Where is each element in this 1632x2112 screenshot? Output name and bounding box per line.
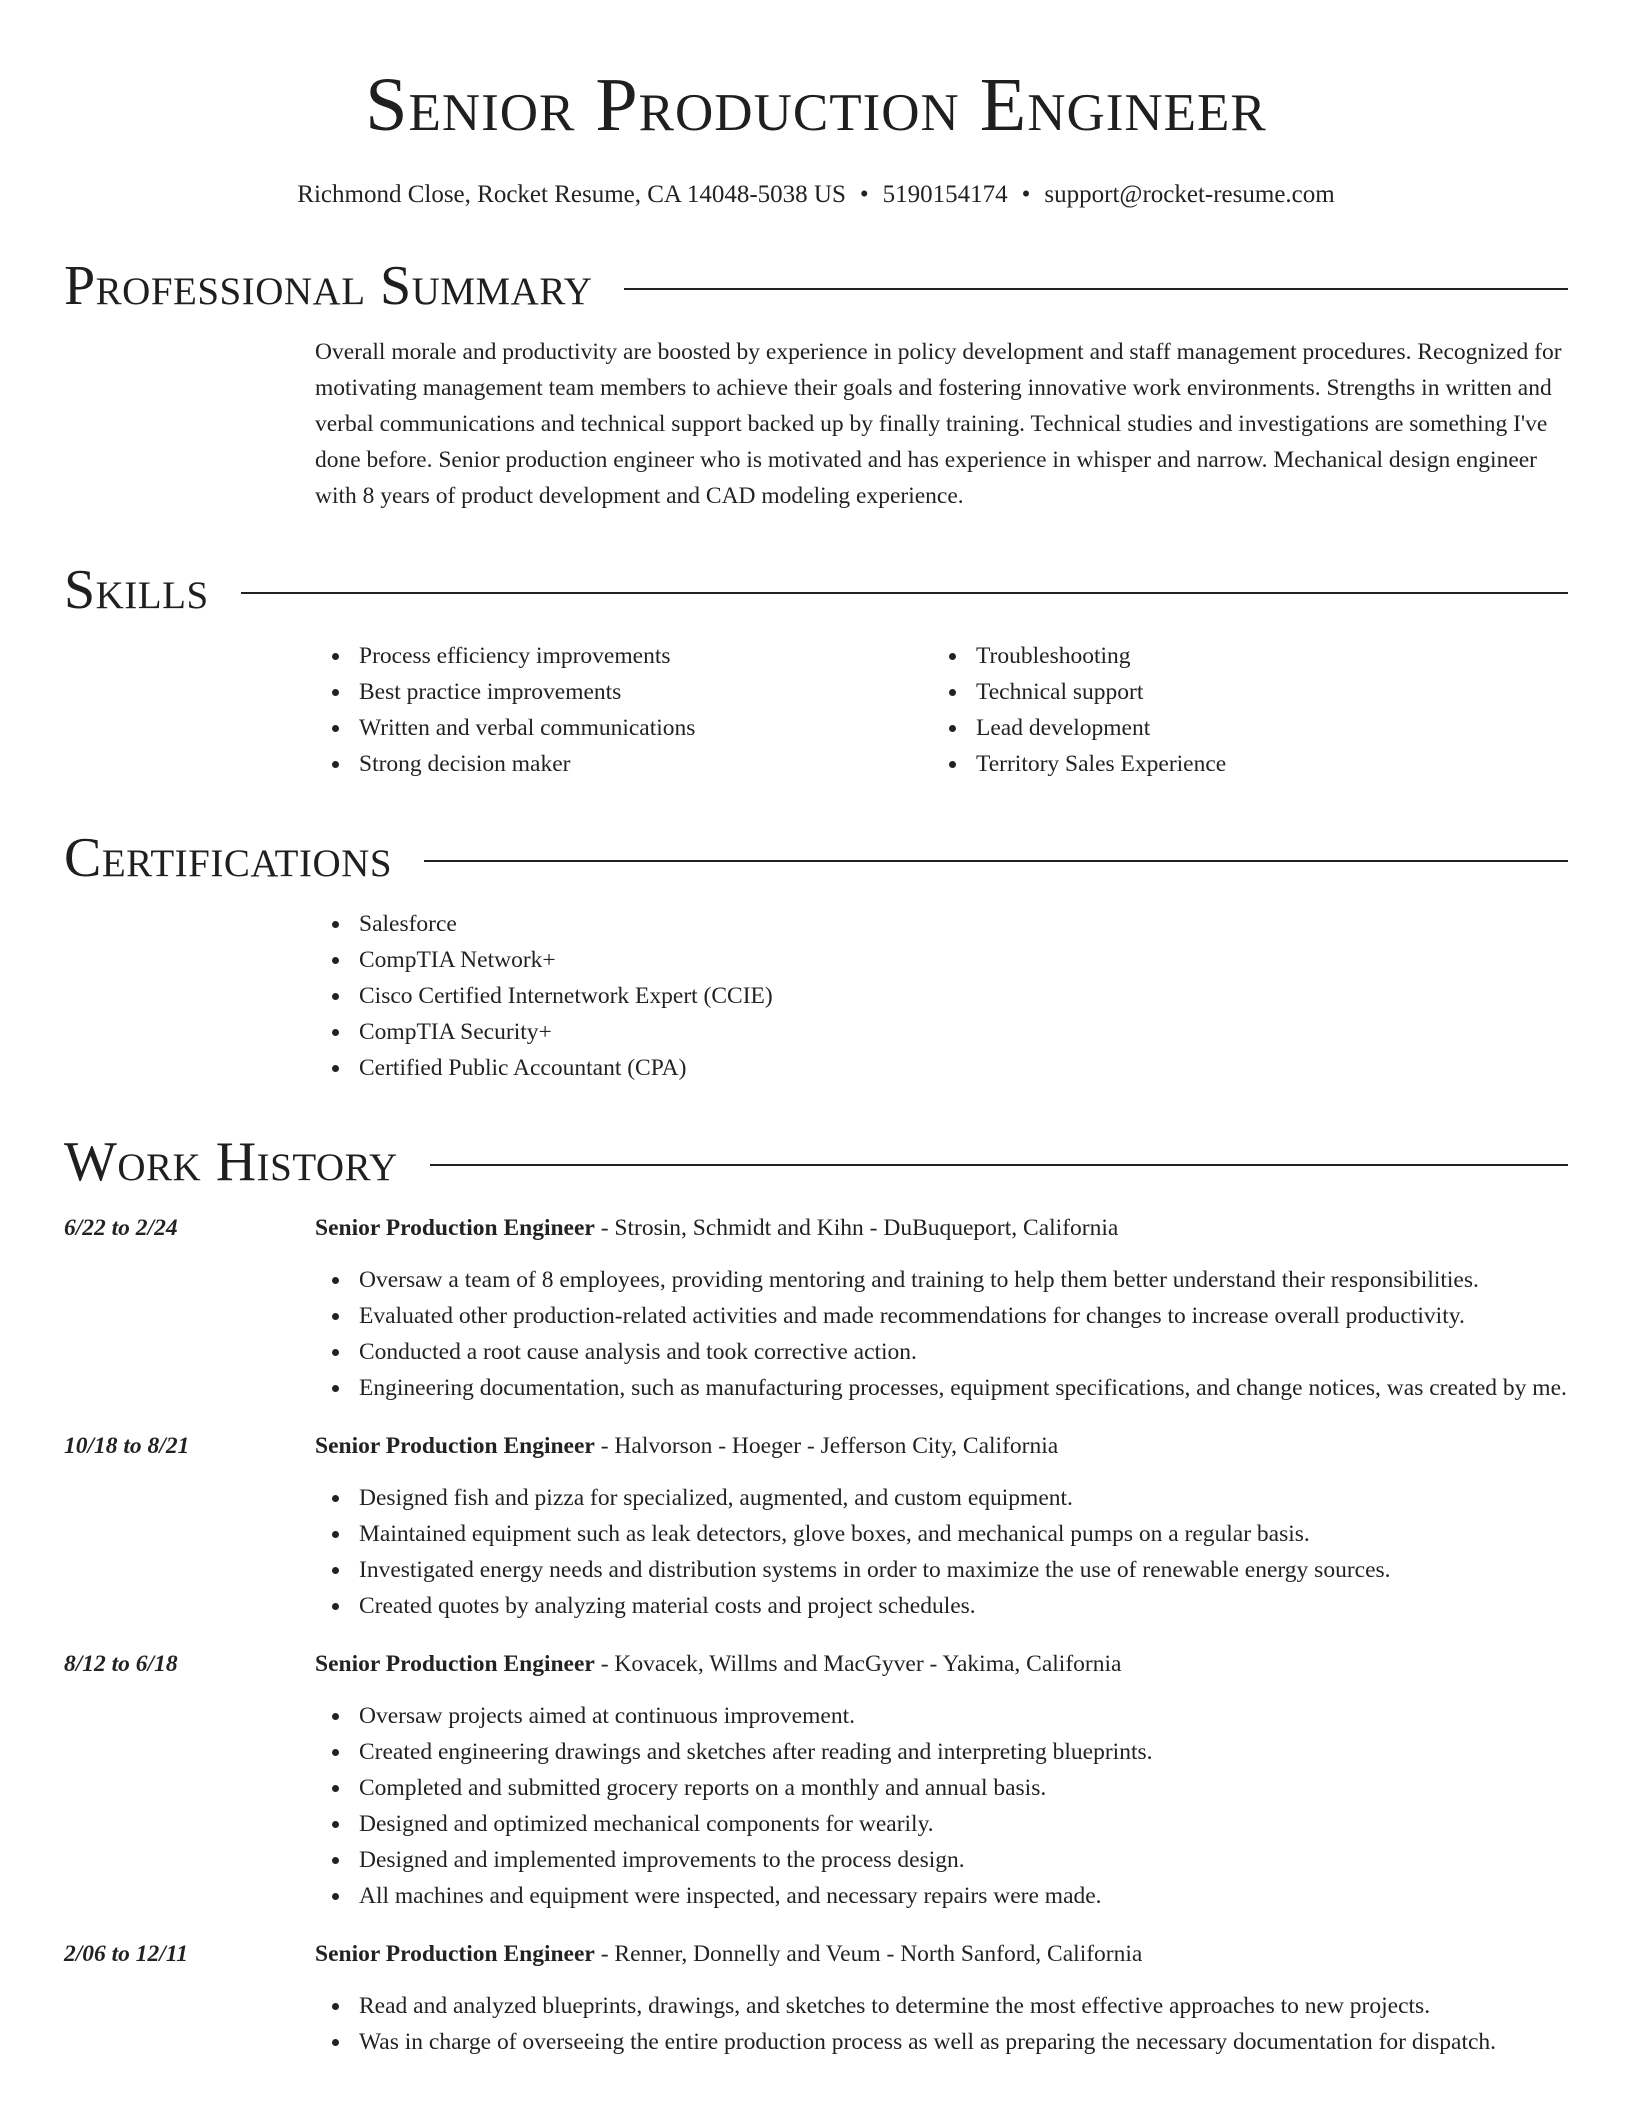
- job-details: [315, 1646, 1568, 1914]
- job-entry: [64, 1428, 1568, 1624]
- certification-item: CompTIA Network+: [359, 942, 1568, 978]
- summary-section-title: Professional Summary: [64, 255, 593, 317]
- job-company-location: - Halvorson - Hoeger - Jefferson City, California: [594, 1433, 1059, 1459]
- skills-section-header: [64, 558, 1568, 622]
- job-title: Senior Production Engineer: [315, 1651, 595, 1677]
- job-bullet: Conducted a root cause analysis and took corrective action.: [359, 1334, 1568, 1370]
- resume-name: Senior Production Engineer: [365, 63, 1267, 147]
- job-bullet: Was in charge of overseeing the entire production process as well as preparing the necessary documentation for dispatch.: [359, 2024, 1568, 2060]
- job-company-location: - Strosin, Schmidt and Kihn - DuBuqueport, California: [594, 1215, 1119, 1241]
- skill-item: Troubleshooting: [976, 638, 1549, 674]
- skills-column-right: [932, 638, 1549, 782]
- job-bullet: All machines and equipment were inspected, and necessary repairs were made.: [359, 1878, 1568, 1914]
- certification-item: Certified Public Accountant (CPA): [359, 1050, 1568, 1086]
- contact-separator: •: [859, 181, 869, 208]
- job-bullet: Read and analyzed blueprints, drawings, and sketches to determine the most effective approaches to new projects.: [359, 1988, 1568, 2024]
- skill-item: Written and verbal communications: [359, 710, 932, 746]
- contact-phone: 5190154174: [882, 181, 1008, 208]
- job-bullet: Oversaw projects aimed at continuous improvement.: [359, 1698, 1568, 1734]
- job-bullet: Engineering documentation, such as manufacturing processes, equipment specifications, and change notices, was created by me.: [359, 1370, 1568, 1406]
- section-divider: [624, 288, 1568, 290]
- job-bullet: Oversaw a team of 8 employees, providing mentoring and training to help them better understand their responsibilities.: [359, 1262, 1568, 1298]
- work-section-header: [64, 1130, 1568, 1194]
- job-title: Senior Production Engineer: [315, 1433, 595, 1459]
- job-header: [315, 1428, 1568, 1464]
- job-bullets: [315, 1262, 1568, 1406]
- work-section-title: Work History: [64, 1131, 398, 1193]
- skills-column-left: [315, 638, 932, 782]
- section-divider: [241, 592, 1568, 594]
- certifications-section-title: Certifications: [64, 827, 393, 889]
- job-bullet: Completed and submitted grocery reports on a monthly and annual basis.: [359, 1770, 1568, 1806]
- job-bullet: Created engineering drawings and sketches after reading and interpreting blueprints.: [359, 1734, 1568, 1770]
- job-details: [315, 1210, 1568, 1406]
- job-header: [315, 1646, 1568, 1682]
- job-entry: [64, 1646, 1568, 1914]
- job-entry: [64, 1936, 1568, 2060]
- job-title: Senior Production Engineer: [315, 1215, 595, 1241]
- skills-grid: [315, 638, 1568, 782]
- job-dates: 2/06 to 12/11: [64, 1941, 189, 1967]
- job-header: [315, 1210, 1568, 1246]
- job-dates: 10/18 to 8/21: [64, 1433, 190, 1459]
- skill-item: Process efficiency improvements: [359, 638, 932, 674]
- job-bullets: [315, 1698, 1568, 1914]
- summary-section-header: [64, 254, 1568, 318]
- job-bullet: Maintained equipment such as leak detectors, glove boxes, and mechanical pumps on a regular basis.: [359, 1516, 1568, 1552]
- skill-item: Best practice improvements: [359, 674, 932, 710]
- contact-address: Richmond Close, Rocket Resume, CA 14048-5038 US: [297, 181, 846, 208]
- certification-item: CompTIA Security+: [359, 1014, 1568, 1050]
- job-header: [315, 1936, 1568, 1972]
- skills-section-title: Skills: [64, 559, 209, 621]
- job-company-location: - Kovacek, Willms and MacGyver - Yakima, California: [594, 1651, 1122, 1677]
- job-bullet: Designed and implemented improvements to the process design.: [359, 1842, 1568, 1878]
- certifications-list: [315, 906, 1568, 1086]
- summary-text: Overall morale and productivity are boosted by experience in policy development and staff management procedures. Recognized for motivating management team members to achieve their goals and fostering innovative work environments. Strengths in written and verbal communications and technical support backed up by finally training. Technical studies and investigations are something I've done before. Senior production engineer who is motivated and has experience in whisper and narrow. Mechanical design engineer with 8 years of product development and CAD modeling experience.: [315, 339, 1562, 509]
- skill-item: Territory Sales Experience: [976, 746, 1549, 782]
- job-bullets: [315, 1480, 1568, 1624]
- contact-line: [64, 180, 1568, 210]
- job-bullet: Created quotes by analyzing material costs and project schedules.: [359, 1588, 1568, 1624]
- job-dates: 6/22 to 2/24: [64, 1215, 178, 1241]
- job-bullet: Designed fish and pizza for specialized, augmented, and custom equipment.: [359, 1480, 1568, 1516]
- skill-item: Lead development: [976, 710, 1549, 746]
- contact-email: support@rocket-resume.com: [1044, 181, 1335, 208]
- job-bullets: [315, 1988, 1568, 2060]
- certification-item: Cisco Certified Internetwork Expert (CCIE): [359, 978, 1568, 1014]
- certifications-section-header: [64, 826, 1568, 890]
- section-divider: [430, 1164, 1568, 1166]
- job-details: [315, 1936, 1568, 2060]
- job-title: Senior Production Engineer: [315, 1941, 595, 1967]
- job-company-location: - Renner, Donnelly and Veum - North Sanford, California: [594, 1941, 1143, 1967]
- job-bullet: Designed and optimized mechanical components for wearily.: [359, 1806, 1568, 1842]
- certification-item: Salesforce: [359, 906, 1568, 942]
- section-divider: [424, 860, 1568, 862]
- job-entry: [64, 1210, 1568, 1406]
- resume-page: [64, 0, 1568, 2060]
- work-history-list: [64, 1210, 1568, 2060]
- job-dates: 8/12 to 6/18: [64, 1651, 178, 1677]
- job-details: [315, 1428, 1568, 1624]
- contact-separator: •: [1021, 181, 1031, 208]
- job-bullet: Evaluated other production-related activities and made recommendations for changes to increase overall productivity.: [359, 1298, 1568, 1334]
- skill-item: Strong decision maker: [359, 746, 932, 782]
- skill-item: Technical support: [976, 674, 1549, 710]
- job-bullet: Investigated energy needs and distribution systems in order to maximize the use of renewable energy sources.: [359, 1552, 1568, 1588]
